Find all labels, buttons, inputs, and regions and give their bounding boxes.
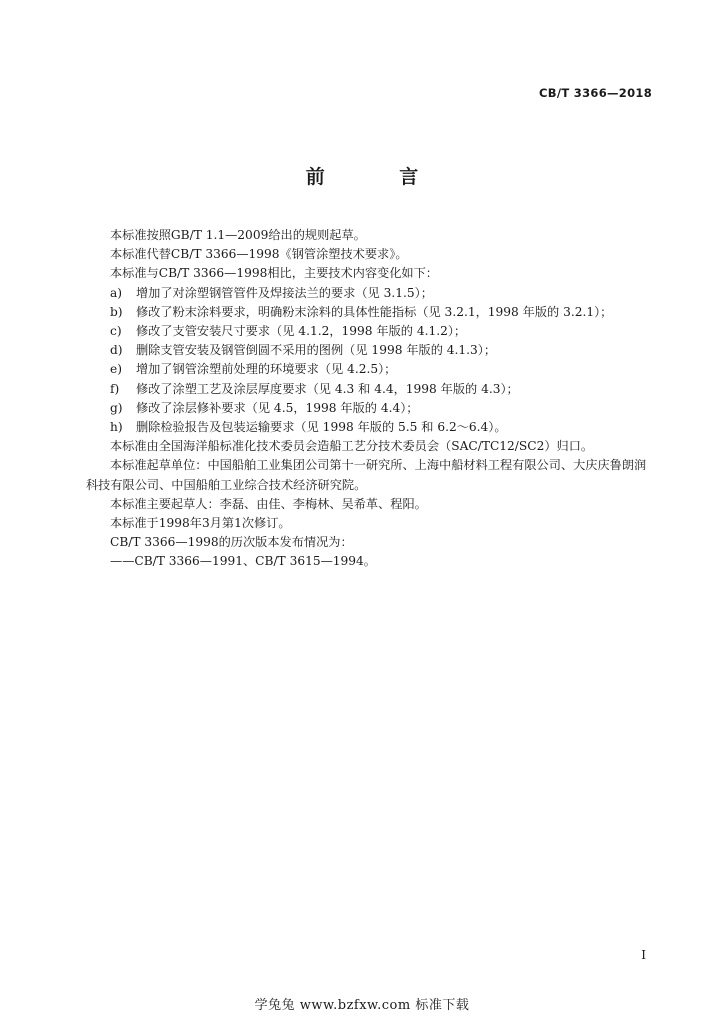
list-marker: g) (110, 400, 123, 415)
list-item (86, 418, 652, 437)
paragraph-drafting-rules: 本标准按照GB/T 1.1—2009给出的规则起草。 (110, 228, 366, 242)
changes-list (86, 284, 652, 438)
list-text: 修改了涂层修补要求（见 4.5，1998 年版的 4.4）； (136, 400, 419, 415)
list-marker: e) (110, 362, 122, 377)
preface-body (86, 226, 652, 572)
paragraph-history-intro: CB/T 3366—1998的历次版本发布情况为： (110, 535, 353, 550)
paragraph-responsible-committee: 本标准由全国海洋船标准化技术委员会造船工艺分技术委员会（SAC/TC12/SC2）归口。 (110, 439, 594, 454)
paragraph-history-versions: ——CB/T 3366—1991、CB/T 3615—1994。 (110, 554, 376, 569)
list-marker: a) (110, 285, 123, 300)
list-marker: b) (110, 304, 123, 319)
list-marker: h) (110, 420, 123, 435)
list-marker: d) (110, 343, 123, 358)
page-title: 前 言 (305, 166, 453, 188)
list-text: 增加了对涂塑钢管管件及焊接法兰的要求（见 3.1.5）； (136, 285, 433, 300)
list-text: 修改了粉末涂料要求，明确粉末涂料的具体性能指标（见 3.2.1，1998 年版的 3.2.1）； (136, 304, 613, 319)
page-number: I (641, 948, 646, 962)
list-item (86, 360, 652, 379)
list-text: 删除支管安装及钢管倒圆不采用的图例（见 1998 年版的 4.1.3）； (136, 343, 497, 358)
list-text: 修改了支管安装尺寸要求（见 4.1.2，1998 年版的 4.1.2）； (136, 324, 467, 339)
list-item (86, 341, 652, 360)
paragraph-replaces: 本标准代替CB/T 3366—1998《钢管涂塑技术要求》。 (110, 247, 408, 262)
list-marker: f) (110, 381, 120, 396)
list-marker: c) (110, 324, 122, 339)
paragraph-main-drafters: 本标准主要起草人：李磊、由佳、李梅林、吴希革、程阳。 (110, 496, 427, 511)
list-text: 增加了钢管涂塑前处理的环境要求（见 4.2.5）； (136, 362, 397, 377)
paragraph-changes-intro: 本标准与CB/T 3366—1998相比，主要技术内容变化如下： (110, 266, 438, 281)
list-item (86, 322, 652, 341)
paragraph-drafting-units: 本标准起草单位：中国船舶工业集团公司第十一研究所、上海中船材料工程有限公司、大庆庆鲁朗润科技有限公司、中国船舶工业综合技术经济研究院。 (86, 458, 647, 492)
list-item (86, 380, 652, 399)
paragraph-revision-date: 本标准于1998年3月第1次修订。 (110, 516, 291, 531)
list-item (86, 303, 652, 322)
list-text: 删除检验报告及包装运输要求（见 1998 年版的 5.5 和 6.2～6.4）。 (136, 420, 507, 435)
list-item (86, 399, 652, 418)
standard-code: CB/T 3366—2018 (539, 86, 652, 100)
footer-watermark: 学兔兔 www.bzfxw.com 标准下载 (254, 998, 470, 1013)
list-item (86, 284, 652, 303)
list-text: 修改了涂塑工艺及涂层厚度要求（见 4.3 和 4.4，1998 年版的 4.3）； (136, 381, 519, 396)
